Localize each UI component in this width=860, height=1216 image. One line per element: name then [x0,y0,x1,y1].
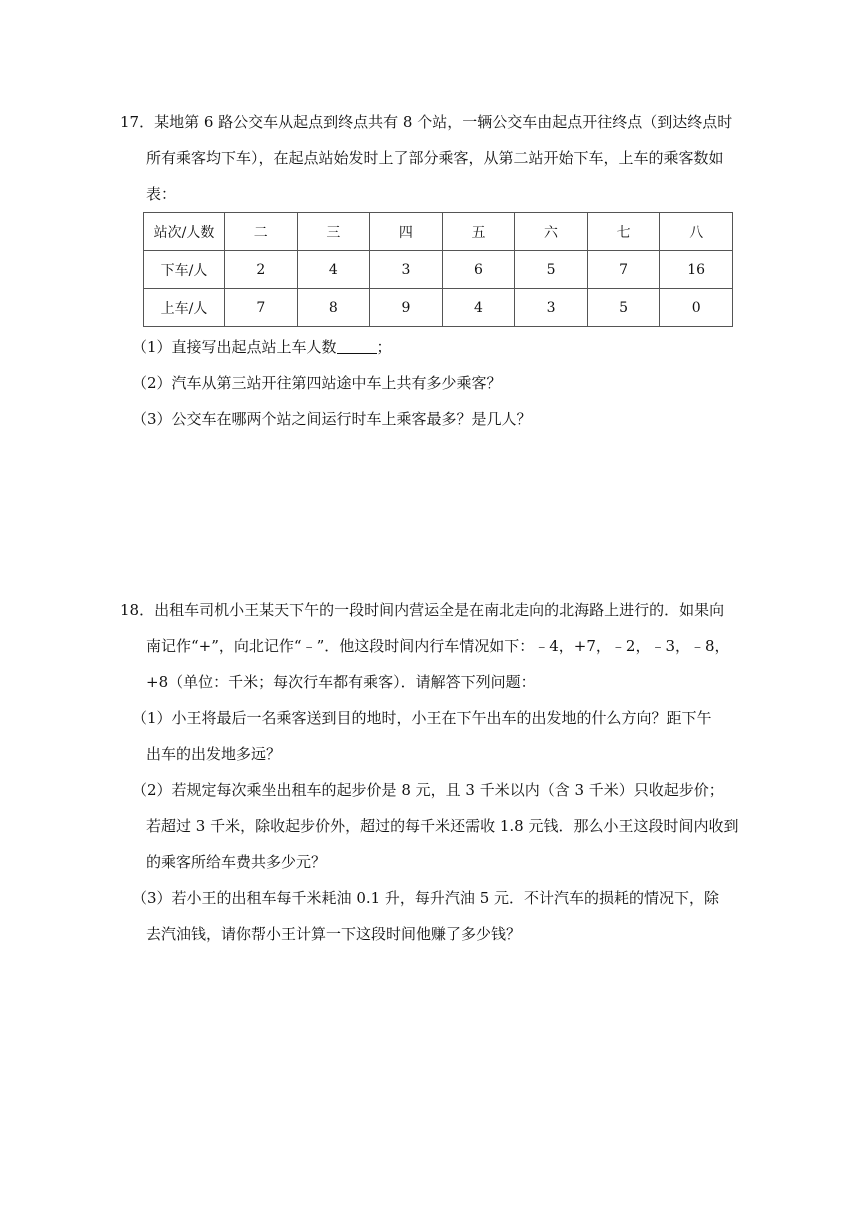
table-cell: 16 [660,251,733,289]
question-18-part-3-line-1: （3）若小王的出租车每千米耗油 0.1 升，每升汽油 5 元．不计汽车的损耗的情况下，除 [132,889,720,907]
question-17-part-1-suffix: ； [376,338,392,356]
table-cell: 6 [442,251,515,289]
table-row-on [144,289,733,327]
question-17-part-3: （3）公交车在哪两个站之间运行时车上乘客最多？是几人？ [132,410,532,428]
question-17-part-2: （2）汽车从第三站开往第四站途中车上共有多少乘客？ [132,374,502,392]
table-cell: 4 [442,289,515,327]
table-station: 四 [370,213,443,251]
table-cell: 5 [587,289,660,327]
table-station: 八 [660,213,733,251]
table-cell: 3 [515,289,588,327]
question-18-part-1-line-2: 出车的出发地多远？ [146,745,282,763]
question-17 [120,104,734,437]
table-station: 三 [297,213,370,251]
question-18-part-2-line-3: 的乘客所给车费共多少元？ [146,853,327,871]
table-cell: 2 [225,251,298,289]
question-17-part-1 [130,329,734,365]
question-17-part-1-text: （1）直接写出起点站上车人数 [132,338,337,356]
question-18-part-2-line-1: （2）若规定每次乘坐出租车的起步价是 8 元，且 3 千米以内（含 3 千米）只收起步价； [132,781,724,799]
table-cell: 8 [297,289,370,327]
table-row-label: 上车/人 [144,289,225,327]
question-18 [120,592,739,952]
table-row-off [144,251,733,289]
table-row-label: 下车/人 [144,251,225,289]
table-header-row [144,213,733,251]
answer-blank [337,337,377,354]
table-station: 七 [587,213,660,251]
question-17-line-3: 表： [146,185,177,203]
table-station: 五 [442,213,515,251]
table-cell: 9 [370,289,443,327]
question-18-part-3-line-2: 去汽油钱，请你帮小王计算一下这段时间他赚了多少钱？ [146,925,522,943]
table-cell: 4 [297,251,370,289]
table-station: 六 [515,213,588,251]
question-18-line-1: 18．出租车司机小王某天下午的一段时间内营运全是在南北走向的北海路上进行的．如果向 [120,601,725,619]
table-cell: 7 [225,289,298,327]
question-18-part-2-line-2: 若超过 3 千米，除收起步价外，超过的每千米还需收 1.8 元钱．那么小王这段时间内收到 [146,817,739,835]
table-cell: 0 [660,289,733,327]
question-17-line-1: 17．某地第 6 路公交车从起点到终点共有 8 个站，一辆公交车由起点开往终点（到达终点时 [120,113,733,131]
question-18-part-1-line-1: （1）小王将最后一名乘客送到目的地时，小王在下午出车的出发地的什么方向？距下午 [132,709,712,727]
table-cell: 7 [587,251,660,289]
passenger-table [143,212,733,327]
table-cell: 5 [515,251,588,289]
table-station: 二 [225,213,298,251]
table-cell: 3 [370,251,443,289]
table-header-label: 站次/人数 [144,213,225,251]
question-18-line-3: +8（单位：千米；每次行车都有乘客）．请解答下列问题： [146,673,536,691]
question-18-line-2: 南记作“+”，向北记作“﹣”．他这段时间内行车情况如下：﹣4，+7，﹣2，﹣3，﹣8， [146,637,730,655]
question-17-line-2: 所有乘客均下车），在起点站始发时上了部分乘客，从第二站开始下车，上车的乘客数如 [146,149,724,167]
